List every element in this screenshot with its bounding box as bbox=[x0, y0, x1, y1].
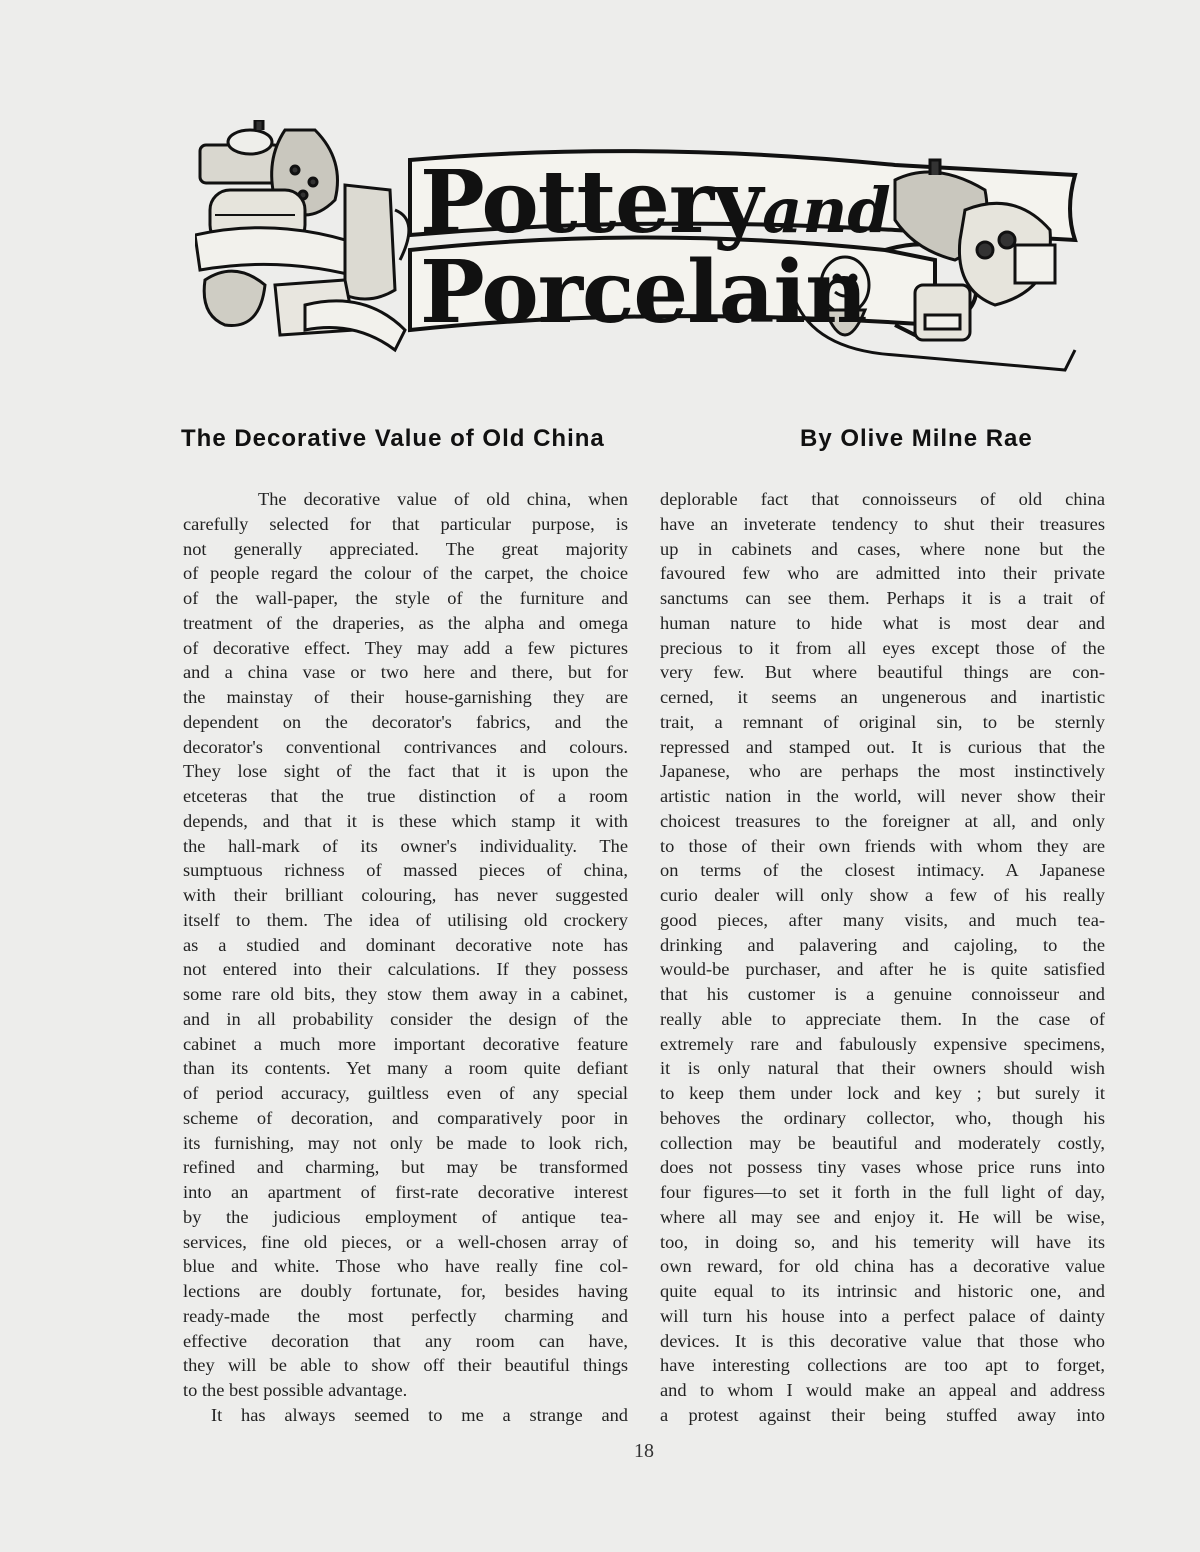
text-line: sumptuous richness of massed pieces of china, bbox=[183, 860, 628, 881]
text-line: it is only natural that their owners should wish bbox=[660, 1058, 1105, 1079]
text-line: not entered into their calculations. If they possess bbox=[183, 959, 628, 980]
text-line: the hall-mark of its owner's individuality. The bbox=[183, 835, 628, 856]
banner-line-2 bbox=[420, 242, 867, 343]
article-title: The Decorative Value of Old China bbox=[181, 425, 605, 452]
text-line: have interesting collections are too apt to forget, bbox=[660, 1355, 1105, 1376]
right-text-column bbox=[660, 487, 1105, 1428]
text-line: really able to appreciate them. In the case of bbox=[660, 1008, 1105, 1029]
banner-word-porcelain: Porcelain bbox=[420, 242, 867, 343]
text-line: trait, a remnant of original sin, to be sternly bbox=[660, 711, 1105, 732]
text-line: of the wall-paper, the style of the furniture and bbox=[183, 588, 628, 608]
text-line: of decorative effect. They may add a few pictures bbox=[183, 637, 628, 658]
text-line: curio dealer will only show a few of his really bbox=[660, 885, 1105, 905]
text-line: cerned, it seems an ungenerous and inartistic bbox=[660, 687, 1105, 707]
left-text-column bbox=[183, 487, 628, 1428]
text-line: good pieces, after many visits, and much tea- bbox=[660, 909, 1105, 930]
text-line: to the best possible advantage. bbox=[183, 1380, 408, 1400]
left-pottery-cluster bbox=[195, 120, 409, 350]
text-line: collection may be beautiful and moderately costly, bbox=[660, 1132, 1105, 1153]
text-line: have an inveterate tendency to shut their treasures bbox=[660, 513, 1105, 534]
text-line: effective decoration that any room can have, bbox=[183, 1330, 628, 1351]
banner-line-1 bbox=[420, 152, 891, 253]
banner-word-pottery: Pottery bbox=[420, 152, 763, 253]
text-line: some rare old bits, they stow them away in a cabinet, bbox=[183, 984, 628, 1004]
text-line: behoves the ordinary collector, who, though his bbox=[660, 1107, 1105, 1128]
text-line: to keep them under lock and key ; but surely it bbox=[660, 1083, 1105, 1103]
text-line: they will be able to show off their beautiful things bbox=[183, 1355, 628, 1376]
text-line: into an apartment of first-rate decorative interest bbox=[183, 1182, 628, 1202]
text-line: with their brilliant colouring, has never suggested bbox=[183, 885, 628, 905]
text-line: depends, and that it is these which stamp it with bbox=[183, 810, 628, 831]
text-line: does not possess tiny vases whose price runs into bbox=[660, 1157, 1105, 1178]
text-line: carefully selected for that particular purpose, is bbox=[183, 513, 628, 534]
page-number: 18 bbox=[634, 1440, 654, 1462]
text-line: dependent on the decorator's fabrics, and the bbox=[183, 711, 628, 732]
text-line: itself to them. The idea of utilising old crockery bbox=[183, 909, 628, 930]
text-line: than its contents. Yet many a room quite defiant bbox=[183, 1058, 628, 1079]
text-line: decorator's conventional contrivances and colours. bbox=[183, 736, 628, 757]
banner-word-and: and bbox=[762, 174, 891, 247]
text-line: scheme of decoration, and comparatively poor in bbox=[183, 1107, 628, 1128]
text-line: would-be purchaser, and after he is quite satisfied bbox=[660, 959, 1105, 980]
text-line: They lose sight of the fact that it is upon the bbox=[183, 761, 628, 782]
text-line: repressed and stamped out. It is curious that the bbox=[660, 736, 1105, 757]
text-line: refined and charming, but may be transformed bbox=[183, 1157, 628, 1178]
text-line: ready-made the most perfectly charming and bbox=[183, 1305, 628, 1326]
article-author: By Olive Milne Rae bbox=[800, 425, 1033, 452]
text-line: the mainstay of their house-garnishing they are bbox=[183, 687, 628, 707]
text-line: favoured few who are admitted into their private bbox=[660, 563, 1105, 584]
text-line: The decorative value of old china, when bbox=[258, 489, 628, 509]
text-line: treatment of the draperies, as the alpha and omega bbox=[183, 612, 628, 633]
text-line: blue and white. Those who have really fine col- bbox=[183, 1256, 628, 1277]
text-line: artistic nation in the world, will never show their bbox=[660, 786, 1105, 806]
text-line: and to whom I would make an appeal and address bbox=[660, 1380, 1105, 1400]
text-line: choicest treasures to the foreigner at all, and only bbox=[660, 810, 1105, 831]
text-line: Japanese, who are perhaps the most instinctively bbox=[660, 761, 1105, 782]
text-line: etceteras that the true distinction of a room bbox=[183, 786, 628, 806]
text-line: where all may see and enjoy it. He will be wise, bbox=[660, 1206, 1105, 1227]
text-line: four figures—to set it forth in the full light of day, bbox=[660, 1182, 1105, 1202]
pottery-and-porcelain-banner bbox=[195, 120, 1095, 390]
text-line: to those of their own friends with whom they are bbox=[660, 835, 1105, 856]
text-line: drinking and palavering and cajoling, to the bbox=[660, 934, 1105, 955]
text-line: too, in doing so, and his temerity will have its bbox=[660, 1231, 1105, 1252]
text-line: human nature to hide what is most dear and bbox=[660, 612, 1105, 633]
text-line: a protest against their being stuffed away into bbox=[660, 1404, 1105, 1425]
text-line: services, fine old pieces, or a well-chosen array of bbox=[183, 1231, 628, 1252]
text-line: and a china vase or two here and there, but for bbox=[183, 662, 628, 683]
text-line: that his customer is a genuine connoisseur and bbox=[660, 984, 1105, 1004]
text-line: own reward, for old china has a decorative value bbox=[660, 1256, 1105, 1277]
text-line: not generally appreciated. The great majority bbox=[183, 538, 628, 559]
text-line: deplorable fact that connoisseurs of old china bbox=[660, 489, 1105, 509]
text-line: as a studied and dominant decorative note has bbox=[183, 934, 628, 955]
text-line: lections are doubly fortunate, for, besides having bbox=[183, 1281, 628, 1301]
text-line: devices. It is this decorative value that those who bbox=[660, 1330, 1105, 1351]
text-line: and in all probability consider the design of the bbox=[183, 1008, 628, 1029]
text-line: of period accuracy, guiltless even of any special bbox=[183, 1083, 628, 1103]
text-line: on terms of the closest intimacy. A Japanese bbox=[660, 860, 1105, 881]
text-line: by the judicious employment of antique tea- bbox=[183, 1206, 628, 1227]
text-line: precious to it from all eyes except those of the bbox=[660, 637, 1105, 658]
text-line: its furnishing, may not only be made to look rich, bbox=[183, 1132, 628, 1153]
text-line: It has always seemed to me a strange and bbox=[211, 1404, 628, 1425]
text-line: cabinet a much more important decorative feature bbox=[183, 1033, 628, 1054]
text-line: sanctums can see them. Perhaps it is a trait of bbox=[660, 588, 1105, 608]
text-line: very few. But where beautiful things are con- bbox=[660, 662, 1105, 683]
text-line: will turn his house into a perfect palace of dainty bbox=[660, 1305, 1105, 1326]
text-line: quite equal to its intrinsic and historic one, and bbox=[660, 1281, 1105, 1301]
text-line: of people regard the colour of the carpet, the choice bbox=[183, 563, 628, 584]
text-line: extremely rare and fabulously expensive specimens, bbox=[660, 1033, 1105, 1054]
text-line: up in cabinets and cases, where none but the bbox=[660, 538, 1105, 559]
